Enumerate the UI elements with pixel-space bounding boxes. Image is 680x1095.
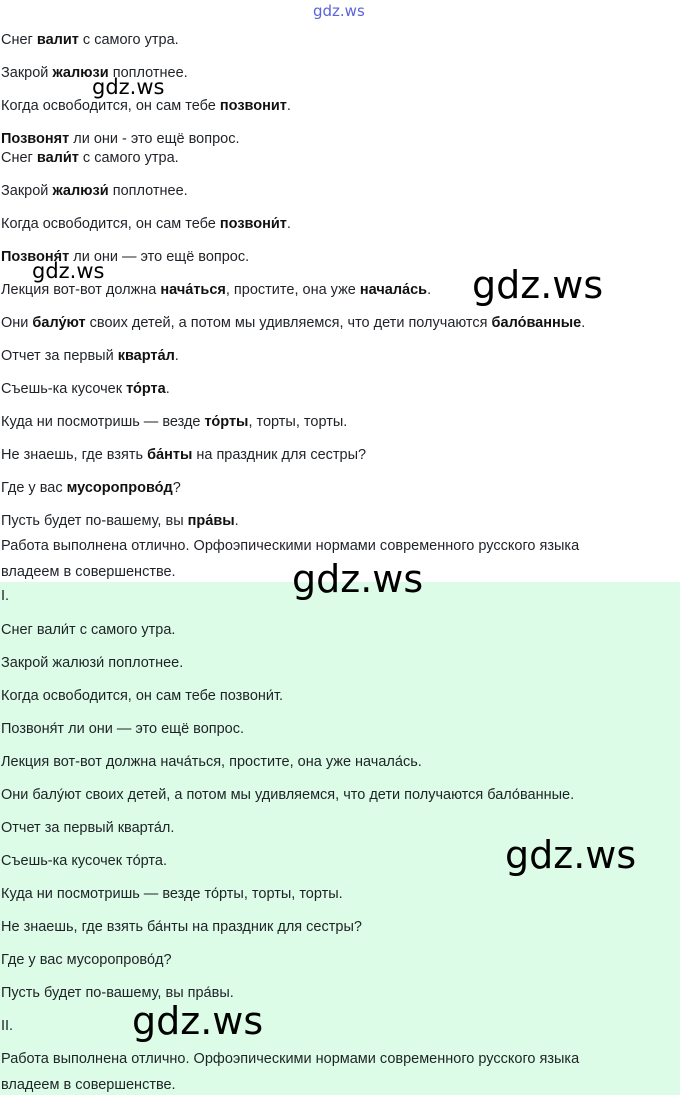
watermark-top: gdz.ws — [313, 2, 365, 20]
b3-line: Позвоня́т ли они — это ещё вопрос. — [1, 721, 245, 737]
b3-line: Куда ни посмотришь — везде то́рты, торты, торты. — [1, 886, 343, 902]
b3-line: Когда освободится, он сам тебе позвони́т. — [1, 688, 284, 704]
b2-line: Куда ни посмотришь — везде то́рты, торты, торты. — [1, 414, 348, 430]
bold-word: вали́т — [36, 150, 79, 166]
b2-summary-line: Работа выполнена отлично. Орфоэпическими нормами современного русского языка — [1, 538, 580, 554]
block-1 — [0, 0, 680, 146]
bold-word: пра́вы — [187, 513, 235, 529]
bold-word: ба́нты — [147, 447, 193, 463]
b1-line: Снег валит с самого утра. — [1, 32, 179, 48]
bold-word: то́рта — [126, 381, 166, 397]
roman-numeral-1: I. — [1, 588, 10, 604]
bold-word: жалюзи — [52, 65, 109, 81]
b3-line: Где у вас мусоропрово́д? — [1, 952, 172, 968]
watermark: gdz.ws — [505, 833, 637, 877]
watermark: gdz.ws — [132, 999, 264, 1043]
b2-line: Когда освободится, он сам тебе позвони́т. — [1, 216, 291, 232]
b1-line: Когда освободится, он сам тебе позвонит. — [1, 98, 291, 114]
b3-summary-line: Работа выполнена отлично. Орфоэпическими нормами современного русского языка — [1, 1051, 580, 1067]
b3-summary-line: владеем в совершенстве. — [1, 1077, 176, 1093]
b3-line: Лекция вот-вот должна нача́ться, простите, она уже начала́сь. — [1, 754, 422, 770]
b2-line: Не знаешь, где взять ба́нты на праздник для сестры? — [1, 447, 367, 463]
b3-line: Закрой жалюзи́ поплотнее. — [1, 655, 184, 671]
b2-line: Закрой жалюзи́ поплотнее. — [1, 183, 188, 199]
watermark: gdz.ws — [32, 259, 105, 283]
b2-line: Снег вали́т с самого утра. — [1, 150, 179, 166]
bold-word: валит — [36, 32, 79, 48]
b2-summary-line: владеем в совершенстве. — [1, 564, 176, 580]
b3-line: Съешь-ка кусочек то́рта. — [1, 853, 167, 869]
bold-word: жалюзи́ — [52, 183, 109, 199]
b1-line: Закрой жалюзи поплотнее. — [1, 65, 188, 81]
b3-line: Снег вали́т с самого утра. — [1, 622, 176, 638]
b3-line: Отчет за первый кварта́л. — [1, 820, 175, 836]
bold-word: нача́ться — [160, 282, 226, 298]
roman-numeral-2: II. — [1, 1018, 14, 1034]
bold-word: Позвонят — [1, 131, 70, 146]
b2-line: Съешь-ка кусочек то́рта. — [1, 381, 170, 397]
bold-word: Позвоня́т — [1, 249, 70, 265]
bold-word: начала́сь — [359, 282, 428, 298]
b2-line: Позвоня́т ли они — это ещё вопрос. — [1, 249, 250, 265]
bold-word: бало́ванные — [491, 315, 582, 331]
bold-word: балу́ют — [32, 315, 86, 331]
b2-line: Пусть будет по-вашему, вы пра́вы. — [1, 513, 239, 529]
watermark: gdz.ws — [292, 557, 424, 601]
b1-line: Позвонят ли они - это ещё вопрос. — [1, 131, 240, 146]
bold-word: позвонит — [219, 98, 287, 114]
b3-line: Они балу́ют своих детей, а потом мы удивляемся, что дети получаются бало́ванные. — [1, 787, 575, 803]
bold-word: мусоропрово́д — [66, 480, 173, 496]
b2-line: Отчет за первый кварта́л. — [1, 348, 179, 364]
b3-line: Пусть будет по-вашему, вы пра́вы. — [1, 985, 234, 1001]
bold-word: позвони́т — [219, 216, 287, 232]
b2-line: Они балу́ют своих детей, а потом мы удивляемся, что дети получаются бало́ванные. — [1, 315, 586, 331]
b3-line: Не знаешь, где взять ба́нты на праздник для сестры? — [1, 919, 362, 935]
b2-line: Где у вас мусоропрово́д? — [1, 480, 181, 496]
watermark: gdz.ws — [472, 263, 604, 307]
bold-word: кварта́л — [117, 348, 175, 364]
b2-line: Лекция вот-вот должна нача́ться, простите, она уже начала́сь. — [1, 282, 432, 298]
bold-word: то́рты — [204, 414, 249, 430]
watermark: gdz.ws — [92, 75, 165, 99]
